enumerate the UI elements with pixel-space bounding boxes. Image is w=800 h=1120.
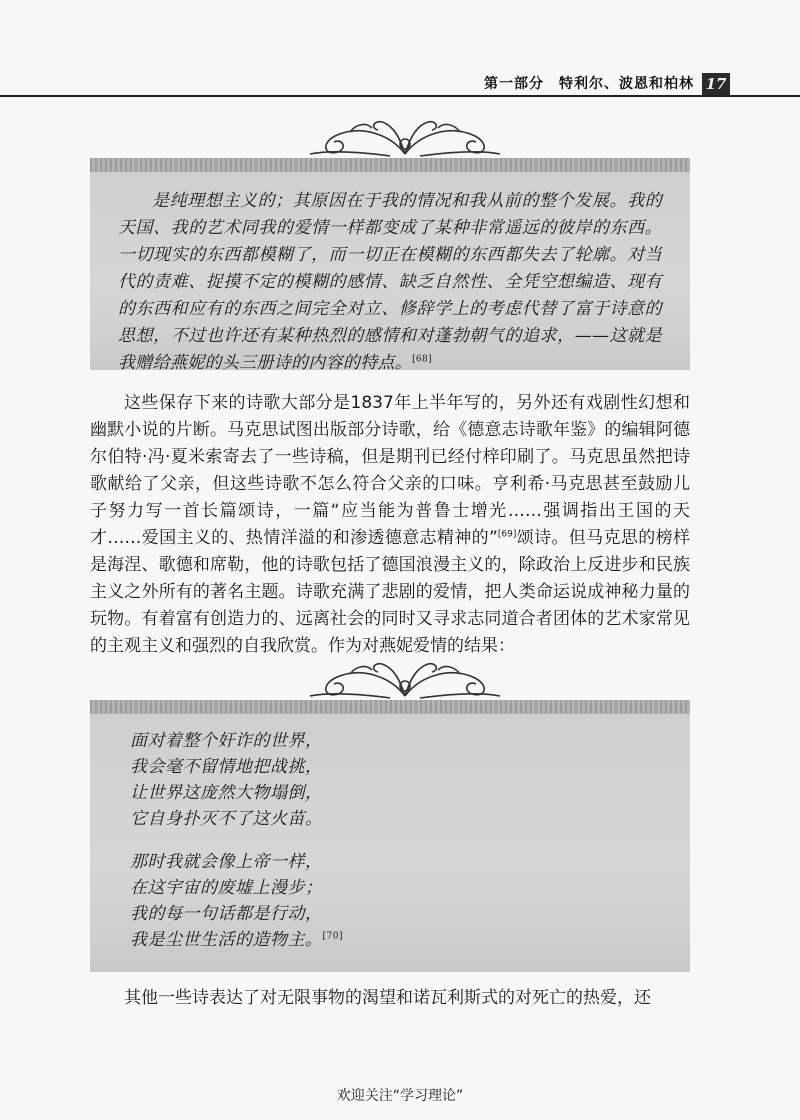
poem-line: 面对着整个奸诈的世界， <box>130 731 323 751</box>
body-paragraph-2: 其他一些诗表达了对无限事物的渴望和诺瓦利斯式的对死亡的热爱，还 <box>124 988 651 1008</box>
page-number: 17 <box>702 73 730 95</box>
page-footer: 欢迎关注“学习理论” <box>336 1088 464 1104</box>
quote-paragraph <box>118 188 662 377</box>
ornament-flourish-icon <box>290 114 520 160</box>
footnote-ref: [69] <box>497 529 517 540</box>
poem-line: 让世界这庞然大物塌倒， <box>130 783 323 803</box>
running-header: 第一部分 特利尔、波恩和柏林 <box>484 76 694 92</box>
paragraph-text-b: 颂诗。但马克思的榜样是海涅、歌德和席勒，他的诗歌包括了德国浪漫主义的，除政治上反进步和民族主义之外所有的著名主题。诗歌充满了悲剧的爱情，把人类命运说成神秘力量的玩物。有着富有创造力的、远离社会的同时又寻求志同道合者团体的艺术家常见的主观主义和强烈的自我欣赏。作为对燕妮爱情的结果： <box>90 528 691 656</box>
poem-line: 我的每一句话都是行动， <box>130 904 323 924</box>
poem-line: 那时我就会像上帝一样， <box>130 852 323 872</box>
poem-stanza-1 <box>130 728 650 832</box>
quote-block-1 <box>90 158 690 373</box>
body-paragraph-1 <box>90 390 690 660</box>
poem-line: 在这宇宙的废墟上漫步； <box>130 878 323 898</box>
poem-line: 它自身扑灭不了这火苗。 <box>130 809 323 829</box>
quote-text: 是纯理想主义的；其原因在于我的情况和我从前的整个发展。我的天国、我的艺术同我的爱情一样都变成了某种非常遥远的彼岸的东西。一切现实的东西都模糊了，而一切正在模糊的东西都失去了轮廓。对当代的责难、捉摸不定的模糊的感情、缺乏自然性、全凭空想编造、现有的东西和应有的东西之间完全对立、修辞学上的考虑代替了富于诗意的思想，不过也许还有某种热烈的感情和对蓬勃朝气的追求，——这就是我赠给燕妮的头三册诗的内容的特点。 <box>118 191 662 373</box>
ornament-flourish-icon <box>290 656 520 702</box>
paragraph-text-a: 这些保存下来的诗歌大部分是1837年上半年写的，另外还有戏剧性幻想和幽默小说的片断。马克思试图出版部分诗歌，给《德意志诗歌年鉴》的编辑阿德尔伯特·冯·夏米索寄去了一些诗稿，但是期刊已经付梓印刷了。马克思虽然把诗歌献给了父亲，但这些诗歌不怎么符合父亲的口味。亨利希·马克思甚至鼓励儿子努力写一首长篇颂诗，一篇“应当能为普鲁士增光……强调指出王国的天才……爱国主义的、热情洋溢的和渗透德意志精神的” <box>90 393 690 548</box>
poem-stanza-2 <box>130 849 650 953</box>
footnote-ref: [70] <box>322 931 343 942</box>
footnote-ref: [68] <box>412 354 432 365</box>
poem-line: 我会毫不留情地把战挑， <box>130 757 323 777</box>
poem-line-last <box>130 927 650 953</box>
poem-line-text: 我是尘世生活的造物主。 <box>130 930 323 950</box>
quote-block-poem <box>90 700 690 972</box>
